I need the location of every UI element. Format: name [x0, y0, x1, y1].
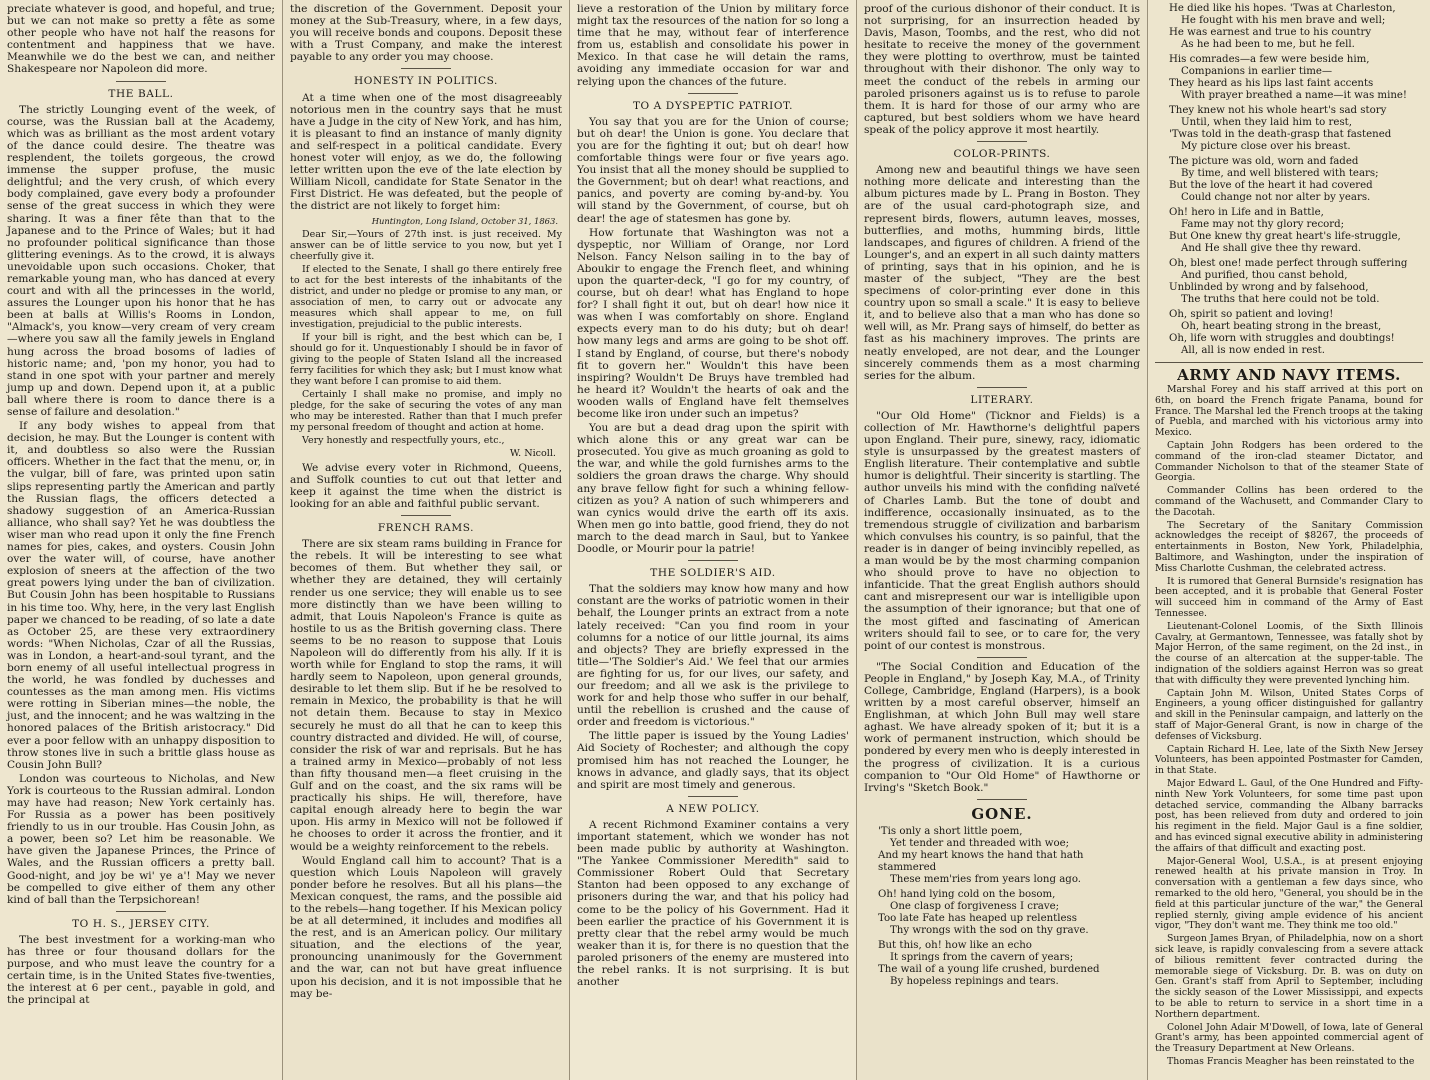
letter-paragraph: Dear Sir,—Yours of 27th inst. is just received. My answer can be of little service to you now, but yet I cheerfully give it. — [290, 228, 562, 262]
literary-paragraph: "Our Old Home" (Ticknor and Fields) is a collection of Mr. Hawthorne's delightful papers upon England. Their pure, sinewy, racy, idiomatic style is unsurpassed by the greatest masters of English literature. Their contemplative and subtle humor is delightful. Their sincerity is startling. The author unveils his mind with the confiding naïveté of Charles Lamb. But the tone of doubt and indifference, occasionally insinuated, as to the tremendous struggle of civilization and barbarism which convulses his country, is so painful, that the reader is in danger of being invincibly repelled, as a man would be by the most charming companion who should prove to have no objection to infanticide. That the great English authors should cant and misrepresent our war is intelligible upon the assumption of their ignorance; but that one of the most gifted and fascinating of American writers should fail to see, or to care for, the very point of our contest is monstrous. — [864, 409, 1140, 652]
jersey-heading: TO H. S., JERSEY CITY. — [72, 917, 210, 930]
policy-paragraph: A recent Richmond Examiner contains a very important statement, which we wonder has not been made public by authority at Washington. "The Yankee Commissioner Meredith" said to Commissioner Robert Ould that Secretary Stanton had been opposed to any exchange of prisoners during the war, and that his policy had come to be the policy of his Government. Had it been earlier the practice of his Government it is pretty clear that the rebel army would be much weaker than it is, for there is no question that the paroled prisoners of the enemy are mustered into the rebel ranks. It is not surprising. It is but another — [577, 818, 849, 989]
poem-line: But this, oh! how like an echo — [878, 939, 1032, 951]
ball-paragraph: The strictly Lounging event of the week, of course, was the Russian ball at the Academy, which was as brilliant as the most ardent votary of the dance could desire. The theatre was resplendent, the toilets gorgeous, the crowd immense the supper profuse, the music delightful; and the very crush, of which every body complained, gave every body a profounder sense of the great success in which they were sharing. It was a finer fête than that to the Japanese and to the Prince of Wales; but it had no profounder political significance than those glittering evenings. As to the crowd, it is always unevoidable upon such occasions. Choker, that remarkable young man, who has danced at every court and with all the princesses in the world, assures the Lounger upon his honor that he has been at balls at Willis's Rooms in London, "Almack's, you know—very cream of very cream—where you saw all the family jewels in England hung across the broad bosoms of ladies of historic name; and, 'pon my honor, you had to stand in one spot with your partner and merely jump up and down. Depend upon it, at a public ball where there is room to dance there is a sense of failure and desolation." — [7, 103, 275, 418]
poem-line: With prayer breathed a name—it was mine! — [1181, 90, 1408, 101]
army-item: Lieutenant-Colonel Loomis, of the Sixth Illinois Cavalry, at Germantown, Tennessee, was fatally shot by Major Herron, of the same regiment, on the 2d inst., in the course of an altercation at the supper-table. The indignation of the soldiers against Herron was so great that with difficulty they were prevented lynching him. — [1155, 620, 1423, 686]
column-2-intro: the discretion of the Government. Deposit your money at the Sub-Treasury, where, in a few days, you will receive bonds and coupons. Deposit these with a Trust Company, and make the interest payable to any order you may choose. — [290, 3, 562, 64]
column-3 — [570, 0, 857, 1080]
poem-line: Thy wrongs with the sod on thy grave. — [890, 924, 1089, 936]
section-rule — [401, 515, 451, 516]
army-item: Colonel John Adair M'Dowell, of Iowa, late of General Grant's army, has been appointed commercial agent of the Treasury Department at New Orleans. — [1155, 1021, 1423, 1055]
column-1-intro: preciate whatever is good, and hopeful, and true; but we can not make so pretty a fête as some other people who have not half the reasons for contentment and happiness that we have. Meanwhile we do the best we can, and neither Shakespeare nor Napoleon did more. — [7, 3, 275, 76]
color-prints-heading: COLOR-PRINTS. — [953, 148, 1051, 161]
poem-line: One clasp of forgiveness I crave; — [890, 900, 1060, 912]
poem-line: Unblinded by wrong and by falsehood, — [1169, 282, 1369, 293]
poem-line: Fame may not thy glory record; — [1181, 219, 1345, 230]
letter-paragraph: If elected to the Senate, I shall go there entirely free to act for the best interests of the inhabitants of the district, and under no pledge or promise to any man, or association of men, to carry out or advocate any measures which shall appear to me, on full investigation, prejudicial to the public interests. — [290, 263, 562, 330]
poem-line: The wail of a young life crushed, burdened — [878, 963, 1100, 975]
army-item: Captain John Rodgers has been ordered to the command of the iron-clad steamer Dictator, and Commander Nicholson to that of the steamer State of Georgia. — [1155, 440, 1423, 484]
rams-paragraph: There are six steam rams building in France for the rebels. It will be interesting to see what becomes of them. But whether they sail, or whether they are detained, they will certainly render us one service; they will enable us to see more distinctly than we have been willing to admit, that Louis Napoleon's France is quite as hostile to us as the British governing class. There seems to be no reason to suppose that Louis Napoleon will do differently from his ally. If it is worth while for England to stop the rams, it will hardly seem to Napoleon, upon general grounds, desirable to let them slip. But if he be resolved to remain in Mexico, the probability is that he will not detain them. Because to stay in Mexico securely he must do all that he can to keep this country distracted and divided. He will, of course, consider the risk of war and reprisals. But he has a trained army in Mexico—probably of not less than fifty thousand men—a fleet cruising in the Gulf and on the coast, and the six rams will be practically his ships. He will, therefore, have capital enough already here to begin the war upon. His army in Mexico will not be followed if he chooses to order it across the frontier, and it would be a weighty reinforcement to the rebels. — [290, 538, 562, 853]
poem-stanza — [864, 826, 1140, 886]
poem-line: But One knew thy great heart's life-struggle, — [1169, 231, 1401, 242]
rams-paragraph: Would England call him to account? That is a question which Louis Napoleon will gravely ponder before he resolves. But all his plans—the Mexican conquest, the rams, and the possible aid to the rebels—hang together. If his Mexican policy be at all determined, it includes and modifies all the rest, and is an American policy. Our military situation, and the elections of the year, pronouncing unanimously for the Government and the war, can not but have great influence upon his decision, and it is not impossible that he may be- — [290, 854, 562, 1000]
section-rule — [401, 68, 451, 69]
gone-poem-title: GONE. — [971, 804, 1033, 823]
letter-signature: W. Nicoll. — [509, 447, 556, 459]
poem-line: Oh! hand lying cold on the bosom, — [878, 888, 1056, 900]
nicoll-letter — [290, 215, 562, 460]
section-rule — [977, 799, 1027, 800]
army-item: Thomas Francis Meagher has been reinstated to the — [1167, 1055, 1415, 1067]
honesty-heading: HONESTY IN POLITICS. — [354, 75, 498, 88]
patriot-paragraph: You are but a dead drag upon the spirit with which alone this or any great war can be prosecuted. You give as much groaning as gold to the war, and while the gold furnishes arms to the soldiers the groan draws the charge. Why should any brave fellow fight for such a whining fellow-citizen as you? A nation of such whimperers and wan cynics would drive the earth off its axis. When men go into battle, good friend, they do not march to the dead march in Saul, but to Yankee Doodle, or Mourir pour la patrie! — [577, 422, 849, 556]
section-rule — [977, 387, 1027, 388]
poem-line: Oh, blest one! made perfect through suffering — [1169, 258, 1408, 269]
column-4 — [857, 0, 1148, 1080]
patriot-paragraph: You say that you are for the Union of course; but oh dear! the Union is gone. You declare that you are for the fighting it out; but oh dear! how comfortable things were four or five years ago. You insist that all the money should be supplied to the Government; but oh dear! what reactions, and panics, and poverty are coming by-and-by. You will stand by the Government, of course, but oh dear! the age of statesmen has gone by. — [577, 115, 849, 225]
poem-stanza — [1155, 54, 1423, 102]
poem-stanza — [1155, 3, 1423, 51]
section-rule — [116, 911, 166, 912]
ball-heading: THE BALL. — [108, 87, 174, 100]
poem-line: And He shall give thee thy reward. — [1181, 243, 1362, 254]
army-item: Captain John M. Wilson, United States Corps of Engineers, a young officer distinguished for gallantry and skill in the Peninsular campaign, and latterly on the staff of Major-General Grant, is now in charge of the defenses of Vicksburg. — [1155, 687, 1423, 742]
army-item: Major-General Wool, U.S.A., is at present enjoying renewed health at his private mansion in Troy. In conversation with a gentleman a few days since, who remarked to the old hero, "General, you should be in the field at this particular juncture of the war," the General replied sternly, giving ample evidence of his ancient vigor, "They don't want me. They think me too old." — [1155, 855, 1423, 932]
section-rule — [688, 796, 738, 797]
poem-line: He died like his hopes. 'Twas at Charleston, — [1169, 3, 1396, 14]
poem-line: And purified, thou canst behold, — [1181, 270, 1348, 281]
section-rule — [688, 560, 738, 561]
letter-paragraph: If your bill is right, and the best which can be, I should go for it. Unquestionably I should be in favor of giving to the people of Staten Island all the increased ferry facilities for which they ask; but I must know what they want before I can promise to aid them. — [290, 331, 562, 387]
poem-line: His comrades—a few were beside him, — [1169, 54, 1370, 65]
poem-stanza — [1155, 105, 1423, 153]
column-2 — [283, 0, 570, 1080]
army-item: Captain Richard H. Lee, late of the Sixth New Jersey Volunteers, has been appointed Postmaster for Camden, in that State. — [1155, 743, 1423, 777]
honesty-paragraph: At a time when one of the most disagreeably notorious men in the country says that he must have a Judge in the city of New York, and has him, it is pleasant to find an instance of manly dignity and self-respect in a political candidate. Every honest voter will enjoy, as we do, the following letter written upon the eve of the late election by William Nicoll, candidate for State Senator in the First District. He was defeated, but the people of the district are not likely to forget him: — [290, 91, 562, 213]
column-5 — [1148, 0, 1430, 1080]
aid-paragraph: The little paper is issued by the Young Ladies' Aid Society of Rochester; and although the copy promised him has not reached the Lounger, he knows in advance, and gladly says, that its object and spirit are most timely and generous. — [577, 730, 849, 791]
poem-line: Until, when they laid him to rest, — [1181, 117, 1353, 128]
poem-stanza — [864, 889, 1140, 937]
poem-line: Could change not nor alter by years. — [1181, 192, 1371, 203]
army-navy-heading: ARMY AND NAVY ITEMS. — [1177, 366, 1401, 384]
section-rule — [977, 657, 1027, 658]
poem-line: 'Tis only a short little poem, — [878, 825, 1023, 837]
poem-stanza — [864, 940, 1140, 988]
poem-stanza — [1155, 258, 1423, 306]
army-item: Commander Collins has been ordered to the command of the Wachusett, and Commander Clary to the Dacotah. — [1155, 485, 1423, 518]
poem-line: My picture close over his breast. — [1181, 141, 1351, 152]
poem-line: Too late Fate has heaped up relentless — [878, 912, 1077, 924]
aid-heading: THE SOLDIER'S AID. — [650, 567, 776, 580]
ball-paragraph: If any body wishes to appeal from that decision, he may. But the Lounger is content with it, and doubtless so also were the Russian officers. Whether in the fact that the menu, or, in the vulgar, bill of fare, was printed upon satin slips representing partly the American and partly the Russian flags, the officers detected a shadowy suggestion of an America-Russian alliance, who shall say? Yet he was doubtless the wiser man who read upon it only the fine French names for pies, cakes, and oysters. Cousin John over the water will, of course, have another explosion of sneers at the affection of the two great powers lying under the ban of civilization. But Cousin John has been hospitable to Russians in his time too. Why, here, in the very last English paper we chanced to be reading, of so late a date as October 25, are these very extraordinery words: "When Nicholas, Czar of all the Russias, was in London, a heart-and-soul tyrant, and the born enemy of all useful intellectual progress in the world, he was fondled by duchesses and countesses as the man among men. His victims were rotting in Siberian mines—the noble, the just, and the innocent; and he was waltzing in the honored palaces of the British aristocracy." Did ever a poor fellow with an unhappy disposition to throw stones live in such a brittle glass house as Cousin John Bull? — [7, 420, 276, 771]
patriot-heading: TO A DYSPEPTIC PATRIOT. — [632, 99, 794, 112]
poem-line: Oh, life worn with struggles and doubtings! — [1169, 333, 1395, 344]
patriot-paragraph: How fortunate that Washington was not a dyspeptic, nor William of Orange, nor Lord Nelson. Fancy Nelson sailing in to the bay of Aboukir to engage the French fleet, and whining upon the quarter-deck, "I go for my country, of course, but oh dear! what has England to hope for? I shall fight it out, but oh dear! how nice it was when I was comfortably on shore. England expects every man to do his duty; but oh dear! how many legs and arms are going to be shot off. I stand by England, of course, but there's nobody fit to govern her." Wouldn't this have been inspiring? Wouldn't De Bruys have trembled had he heard it? Wouldn't the hearts of oak and the wooden walls of England have felt themselves become like iron under such an impetus? — [577, 226, 849, 420]
poem-line: And my heart knows the hand that hath stammered — [878, 849, 1084, 873]
letter-close: Very honestly and respectfully yours, etc., — [302, 434, 505, 446]
army-item: Major Edward L. Gaul, of the One Hundred and Fifty-ninth New York Volunteers, for some time past upon detached service, commanding the Albany barracks post, has been relieved from duty and ordered to join his regiment in the field. Major Gaul is a fine soldier, and has evinced signal executive ability in administering the affairs of that difficult and exacting post. — [1155, 777, 1423, 854]
poem-line: They heard as his lips last faint accents — [1169, 78, 1374, 89]
army-item: Marshal Forey and his staff arrived at this port on 6th, on board the French frigate Panama, bound for France. The Marshal led the French troops at the taking of Puebla, and marched with his victorious army into Mexico. — [1155, 384, 1423, 439]
column-4-intro: proof of the curious dishonor of their conduct. It is not surprising, for an insurrection headed by Davis, Mason, Toombs, and the rest, who did not hesitate to receive the money of the government they were plotting to overthrow, must be tainted throughout with their dishonor. The only way to meet the conduct of the rebels in arming our paroled prisoners against us is to refuse to parole them. It is hard for those of our army who are captured, but best soldiers whom we have heard speak of the policy approve it most heartily. — [864, 3, 1140, 136]
policy-heading: A NEW POLICY. — [666, 802, 760, 815]
army-item: The Secretary of the Sanitary Commission acknowledges the receipt of $8267, the proceeds of entertainments in Boston, New York, Philadelphia, Baltimore, and Washington, under the inspiration of Miss Charlotte Cushman, the celebrated actress. — [1155, 519, 1423, 574]
poem-line: As he had been to me, but he fell. — [1181, 39, 1355, 50]
poem-stanza — [1155, 309, 1423, 357]
army-item: It is rumored that General Burnside's resignation has been accepted, and it is probable that General Foster will succeed him in command of the Army of East Tennessee. — [1155, 575, 1423, 620]
poem-line: But the love of the heart it had covered — [1169, 180, 1373, 191]
section-rule — [688, 93, 738, 94]
poem-line: Oh, heart beating strong in the breast, — [1181, 321, 1382, 332]
literary-paragraph: "The Social Condition and Education of the People in England," by Joseph Kay, M.A., of Trinity College, Cambridge, England (Harpers), is a book written by a most careful observer, himself an Englishman, at which John Bull may well stare aghast. We have already spoken of it; but it is a work of permanent instruction, which should be pondered by every men who is deeply interested in the progress of civilization. It is a curious companion to "Our Old Home" of Hawthorne or Irving's "Sketch Book." — [864, 660, 1140, 794]
poem-line: By hopeless repinings and tears. — [890, 975, 1059, 987]
jersey-paragraph: The best investment for a working-man who has three or four thousand dollars for the purpose, and who must leave the country for a certain time, is in the United States five-twenties, the interest at 6 per cent., payable in gold, and the principal at — [7, 933, 275, 1007]
army-navy-items — [1155, 385, 1423, 1068]
poem-line: He was earnest and true to his country — [1169, 27, 1372, 38]
poem-line: By time, and well blistered with tears; — [1181, 168, 1379, 179]
poem-line: Oh! hero in Life and in Battle, — [1169, 207, 1324, 218]
aid-paragraph: That the soldiers may know how many and how constant are the works of patriotic women in their behalf, the Lounger prints an extract from a note lately received: "Can you find room in your columns for a notice of our little journal, its aims and objects? They are briefly expressed in the title—'The Soldier's Aid.' We feel that our armies are fighting for us, for our lives, our safety, and our freedom; and all we ask is the privilege to work for and help those who suffer in our behalf, until the rebellion is crushed and the cause of order and freedom is victorious." — [577, 583, 849, 729]
section-rule — [1155, 362, 1423, 363]
color-prints-paragraph: Among new and beautiful things we have seen nothing more delicate and interesting than the album pictures made by L. Prang in Boston. They are of the usual card-photograph size, and represent birds, flowers, autumn leaves, mosses, butterflies, and moths, humming birds, little landscapes, and figures of children. A friend of the Lounger's, and an expert in all such dainty matters of printing, says that in his opinion, and he is master of the subject, "They are the best specimens of color-printing ever done in this country upon so small a scale." It is easy to believe it, and to believe also that a man who has done so well will, as Mr. Prang says of himself, do better as fast as his machinery improves. The prints are neatly enveloped, are not dear, and the Lounger sincerely commends them as a most charming series for the album. — [864, 164, 1140, 382]
poem-line: The truths that here could not be told. — [1181, 294, 1380, 305]
literary-heading: LITERARY. — [970, 393, 1034, 406]
poem-line: The picture was old, worn and faded — [1169, 156, 1359, 167]
poem-stanza — [1155, 207, 1423, 255]
poem-line: Companions in earlier time— — [1181, 66, 1333, 77]
section-rule — [116, 81, 166, 82]
letter-paragraph: Certainly I shall make no promise, and imply no pledge, for the sake of securing the votes of any man who may be interested. Rather than that I much prefer my personal freedom of thought and action at home. — [290, 388, 562, 433]
column-1 — [0, 0, 283, 1080]
letter-dateline: Huntington, Long Island, October 31, 1863. — [371, 215, 558, 226]
advise-paragraph: We advise every voter in Richmond, Queens, and Suffolk counties to cut out that letter and keep it against the time when the district is looking for an able and faithful public servant. — [290, 461, 562, 510]
poem-line: Oh, spirit so patient and loving! — [1169, 309, 1334, 320]
army-item: Surgeon James Bryan, of Philadelphia, now on a short sick leave, is rapidly convalescing from a severe attack of bilious remittent fever contracted during the memorable siege of Vicksburg. Dr. B. was on duty on Gen. Grant's staff from April to September, including the sickly season of the Lower Mississippi, and expects to be able to return to service in a short time in a Northern department. — [1155, 933, 1423, 1020]
poem-line: Yet tender and threaded with woe; — [890, 837, 1070, 849]
poem-line: 'Twas told in the death-grasp that fastened — [1169, 129, 1392, 140]
poem-line: These mem'ries from years long ago. — [890, 873, 1082, 885]
column-3-intro: lieve a restoration of the Union by military force might tax the resources of the nation for so long a time that he may, without fear of interference from us, establish and consolidate his power in Mexico. In that case he will detain the rams, avoiding any immediate occasion for war and relying upon the chances of the future. — [577, 3, 849, 88]
poem-line: They knew not his whole heart's sad story — [1169, 105, 1387, 116]
poem-stanza — [1155, 156, 1423, 204]
poem-line: He fought with his men brave and well; — [1181, 15, 1386, 26]
ball-paragraph: London was courteous to Nicholas, and New York is courteous to the Russian admiral. London may have had reason; New York certainly has. For Russia as a power has been positively friendly to us in our trouble. Has Cousin John, as a power, been so? Let him be reasonable. We have given the Japanese Princes, the Prince of Wales, and the Russian officers a pretty ball. Good-night, and joy be wi' ye a'! May we never be compelled to give either of them any other kind of ball than the Terpsichorean! — [7, 772, 275, 906]
rams-heading: FRENCH RAMS. — [377, 522, 475, 535]
poem-line: It springs from the cavern of years; — [890, 951, 1074, 963]
section-rule — [977, 141, 1027, 142]
poem-line: All, all is now ended in rest. — [1181, 345, 1325, 356]
